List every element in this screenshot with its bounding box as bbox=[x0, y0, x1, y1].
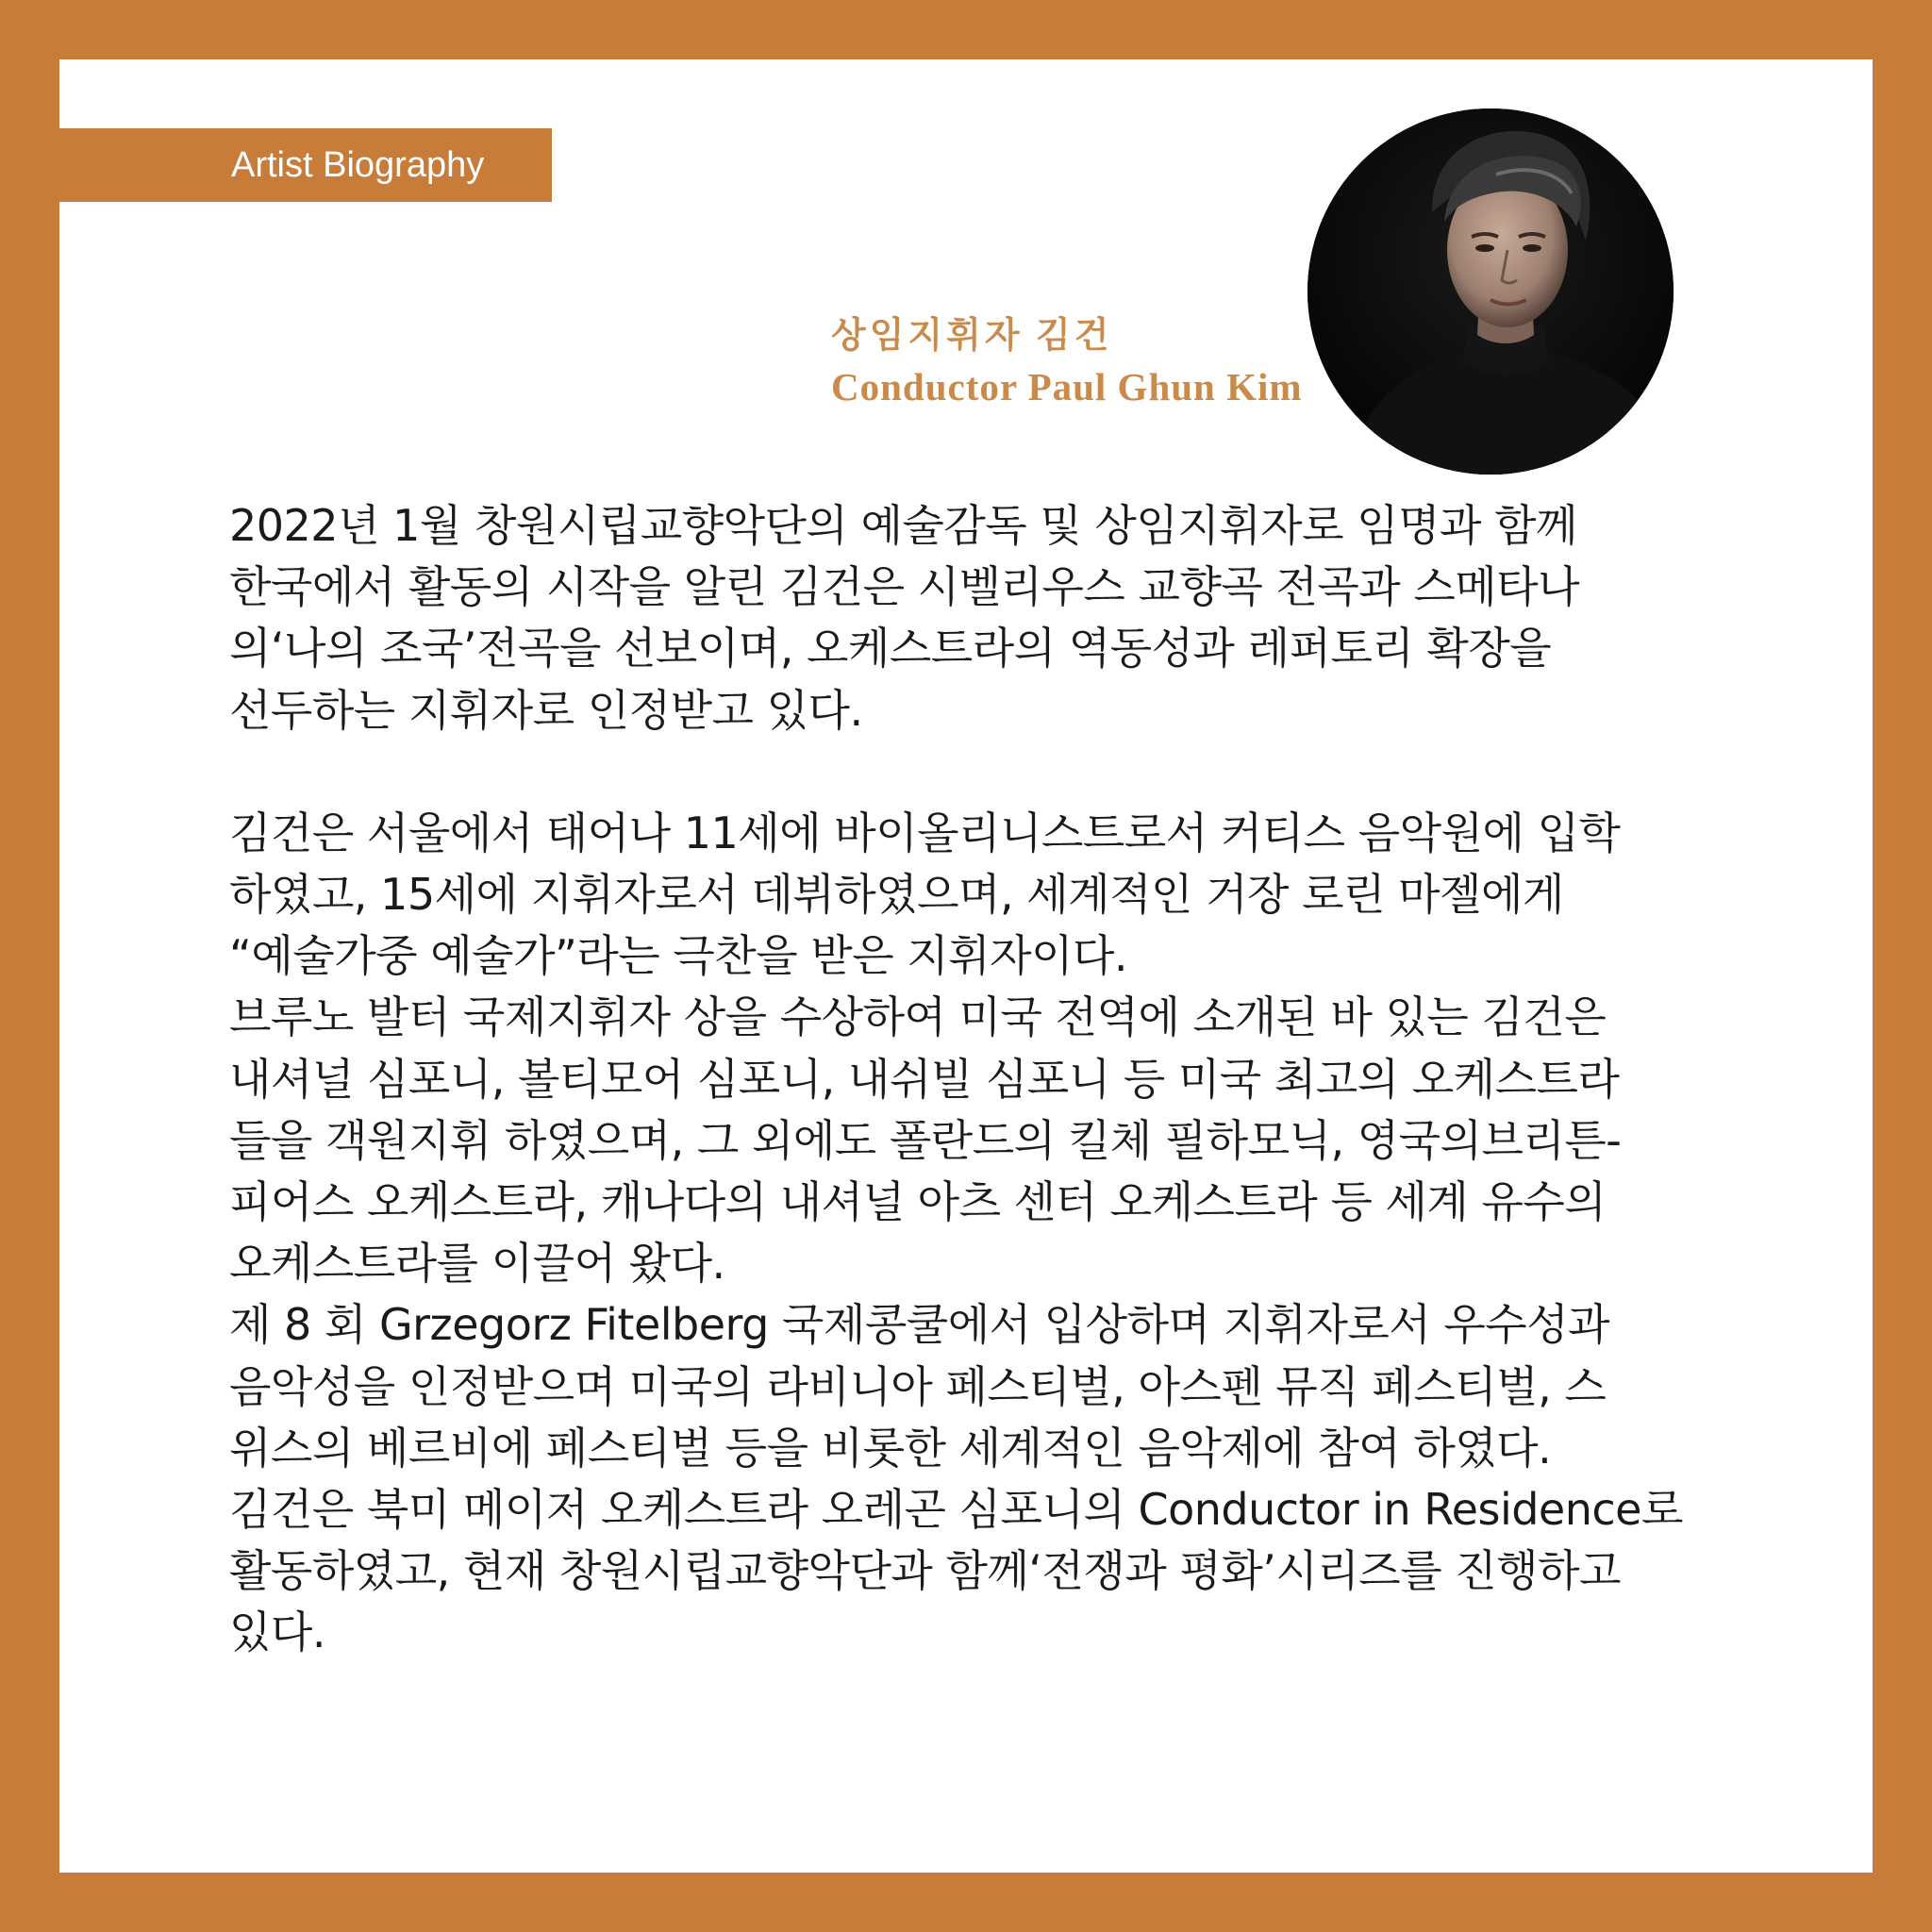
bio-line: 의‘나의 조국’전곡을 선보이며, 오케스트라의 역동성과 레퍼토리 확장을 bbox=[229, 623, 1552, 675]
paragraph-gap bbox=[229, 741, 1701, 803]
biography-page bbox=[59, 59, 1873, 1873]
bio-line: 위스의 베르비에 페스티벌 등을 비롯한 세계적인 음악제에 참여 하였다. bbox=[229, 1422, 1552, 1474]
bio-line: 브루노 발터 국제지휘자 상을 수상하여 미국 전역에 소개된 바 있는 김건은 bbox=[229, 991, 1607, 1043]
bio-line: 선두하는 지휘자로 인정받고 있다. bbox=[229, 684, 863, 736]
bio-line: 제 8 회 Grzegorz Fitelberg 국제콩쿨에서 입상하며 지휘자로서 우수성과 bbox=[229, 1299, 1610, 1351]
bio-line: 활동하였고, 현재 창원시립교향악단과 함께‘전쟁과 평화’시리즈를 진행하고 bbox=[229, 1545, 1621, 1597]
bio-line: “예술가중 예술가”라는 극찬을 받은 지휘자이다. bbox=[229, 930, 1128, 982]
bio-line: 피어스 오케스트라, 캐나다의 내셔널 아츠 센터 오케스트라 등 세계 유수의 bbox=[229, 1176, 1607, 1228]
conductor-portrait bbox=[1307, 108, 1674, 475]
biography-text bbox=[229, 495, 1701, 1664]
conductor-name-korean: 상임지휘자 김건 bbox=[831, 316, 1113, 356]
bio-line: 2022년 1월 창원시립교향악단의 예술감독 및 상임지휘자로 임명과 함께 bbox=[229, 500, 1577, 551]
portrait-image bbox=[1307, 108, 1674, 475]
bio-line: 음악성을 인정받으며 미국의 라비니아 페스티벌, 아스펜 뮤직 페스티벌, 스 bbox=[229, 1360, 1607, 1412]
bio-line: 있다. bbox=[229, 1607, 325, 1658]
section-tag: Artist Biography bbox=[59, 128, 552, 202]
bio-line: 들을 객원지휘 하였으며, 그 외에도 폴란드의 킬체 필하모닉, 영국의브리튼- bbox=[229, 1114, 1622, 1166]
bio-line: 내셔널 심포니, 볼티모어 심포니, 내쉬빌 심포니 등 미국 최고의 오케스트라 bbox=[229, 1053, 1620, 1105]
bio-line: 김건은 북미 메이저 오케스트라 오레곤 심포니의 Conductor in Residence로 bbox=[229, 1484, 1683, 1536]
bio-line: 오케스트라를 이끌어 왔다. bbox=[229, 1238, 725, 1290]
bio-line: 하였고, 15세에 지휘자로서 데뷔하였으며, 세계적인 거장 로린 마젤에게 bbox=[229, 869, 1564, 921]
bio-line: 한국에서 활동의 시작을 알린 김건은 시벨리우스 교향곡 전곡과 스메타나 bbox=[229, 561, 1580, 613]
bio-line: 김건은 서울에서 태어나 11세에 바이올리니스트로서 커티스 음악원에 입학 bbox=[229, 807, 1621, 858]
conductor-name-english: Conductor Paul Ghun Kim bbox=[831, 365, 1303, 408]
